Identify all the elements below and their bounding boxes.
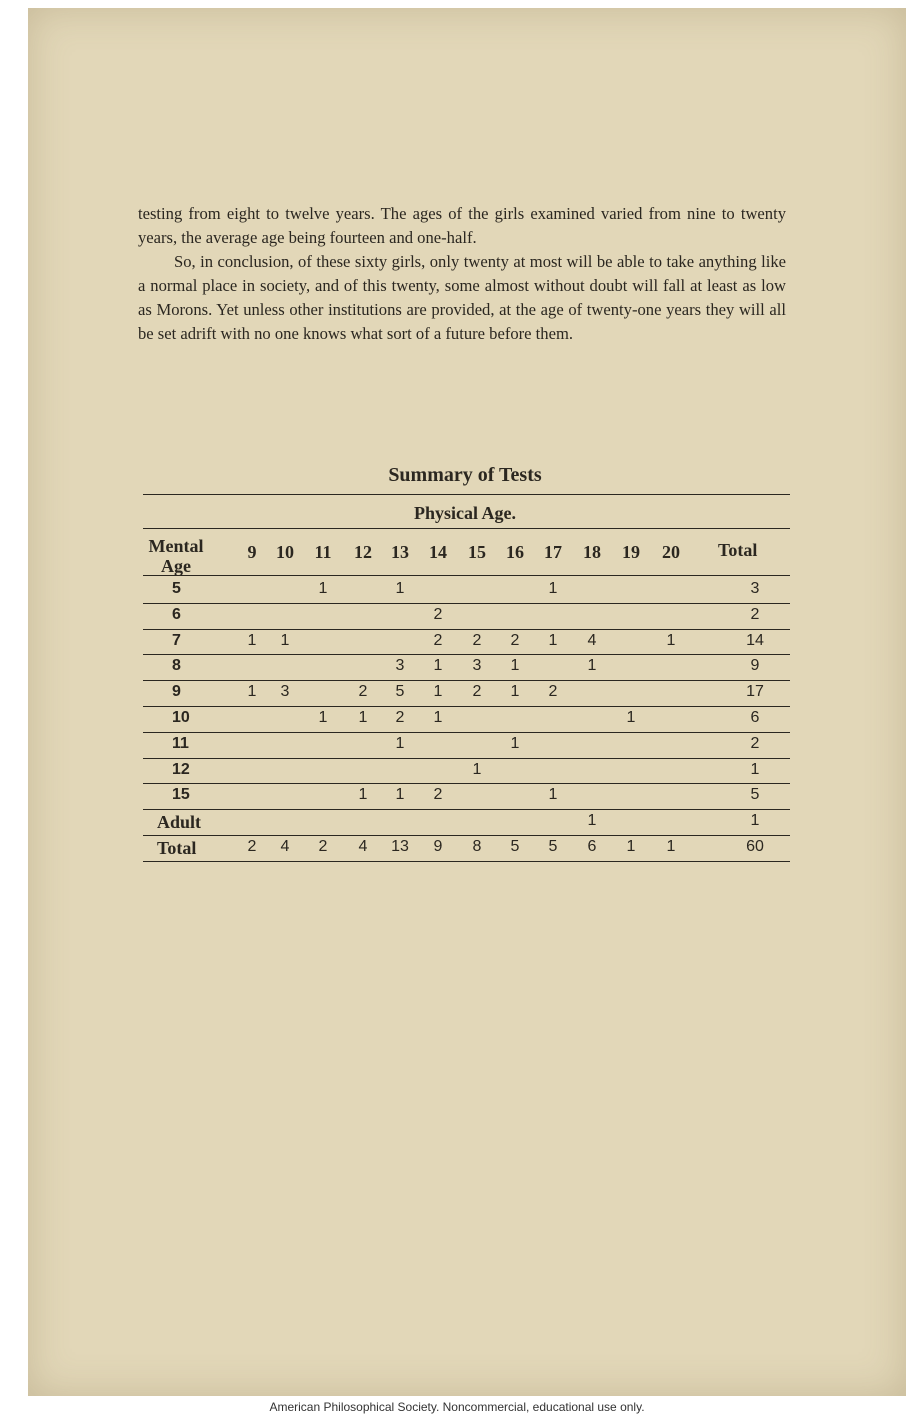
row-total: 5 [750,786,760,804]
table-cell: 1 [472,760,482,778]
table-cell: 2 [358,683,368,701]
table-cell: 1 [433,657,443,675]
table-cell: 2 [548,683,558,701]
table-rule-subhead [143,528,790,529]
column-header: 10 [276,542,294,562]
table-cell: 1 [433,683,443,701]
table-cell: 1 [395,580,405,597]
row-total: 14 [746,631,764,649]
table-cell: 2 [247,838,257,855]
table-row-rule [143,680,790,681]
table-cell: 1 [510,734,520,752]
table-row-rule [143,783,790,784]
table-cell: 1 [395,734,405,752]
row-total: 1 [750,760,760,778]
table-row-rule [143,758,790,759]
table-cell: 4 [587,631,597,649]
table-cell: 1 [666,838,676,855]
table-cell: 9 [433,838,443,855]
paragraph-2: So, in conclusion, of these sixty girls, only twenty at most will be able to take anything like a normal place in society, and of this twenty, some almost without doubt will fall at least as low as Morons. Yet unless other institutions are provided, at the age of twenty-one years they will all be set adrift with no one knows what sort of a future before them. [138,252,786,343]
row-label: 7 [172,631,181,649]
table-cell: 1 [358,709,368,726]
table-cell: 1 [548,580,558,597]
table-cell: 3 [280,683,290,701]
row-label: Total [157,838,197,858]
table-row-rule [143,732,790,733]
table-cell: 1 [626,838,636,855]
table-subheading: Physical Age. [414,503,516,523]
table-cell: 2 [472,683,482,701]
column-header: 14 [429,542,447,562]
table-cell: 1 [548,786,558,804]
table-row-rule [143,835,790,836]
table-cell: 2 [433,786,443,804]
row-total: 60 [746,838,764,855]
table-cell: 1 [247,631,257,649]
row-total: 1 [750,812,760,830]
table-cell: 6 [587,838,597,855]
table-cell: 3 [395,657,405,675]
column-header: 17 [544,542,562,562]
row-total: 2 [750,605,760,623]
table-row-rule [143,861,790,862]
table-cell: 1 [587,812,597,830]
column-header: 12 [354,542,372,562]
table-cell: 1 [510,683,520,701]
table-cell: 1 [510,657,520,675]
row-total: 17 [746,683,764,701]
table-cell: 1 [247,683,257,701]
table-cell: 2 [472,631,482,649]
table-rule-header [143,575,790,576]
row-header-line1: Mental [148,536,204,556]
table-cell: 8 [472,838,482,855]
column-header: 13 [391,542,409,562]
column-header: 15 [468,542,486,562]
table-row-rule [143,654,790,655]
table-cell: 1 [358,786,368,804]
row-label: 9 [172,683,181,701]
table-title: Summary of Tests [388,464,542,486]
row-label: 5 [172,580,181,597]
table-cell: 2 [395,709,405,726]
footer-credit: American Philosophical Society. Noncommercial, educational use only. [269,1400,645,1414]
row-label: 15 [172,786,190,804]
row-header-line2: Age [161,556,191,576]
paragraph-1: testing from eight to twelve years. The ages of the girls examined varied from nine to twenty years, the average age being fourteen and one-half. [138,204,786,247]
table-row-rule [143,603,790,604]
row-label: Adult [157,812,202,833]
row-label: 8 [172,657,181,675]
column-header: 18 [583,542,601,562]
row-header [143,536,209,576]
table-cell: 5 [548,838,558,855]
table-rule-top [143,494,790,495]
row-label: 12 [172,760,190,778]
table-cell: 4 [358,838,368,855]
table-cell: 13 [391,838,409,855]
column-header: 20 [662,542,680,562]
row-total: 2 [750,734,760,752]
table-cell: 1 [318,580,328,597]
table-cell: 4 [280,838,290,855]
table-cell: 5 [395,683,405,701]
table-cell: 1 [433,709,443,726]
total-header: Total [718,540,758,560]
table-cell: 5 [510,838,520,855]
table-cell: 2 [433,631,443,649]
table-row-rule [143,706,790,707]
column-header: 9 [247,542,257,562]
table-row-rule [143,629,790,630]
row-total: 6 [750,709,760,726]
table-cell: 1 [280,631,290,649]
row-total: 3 [750,580,760,597]
table-cell: 2 [318,838,328,855]
column-header: 11 [314,542,332,562]
table-cell: 1 [587,657,597,675]
table-row-rule [143,809,790,810]
table-cell: 2 [433,605,443,623]
row-label: 11 [172,734,189,752]
table-cell: 1 [666,631,676,649]
table-cell: 3 [472,657,482,675]
table-cell: 1 [395,786,405,804]
column-header: 19 [622,542,640,562]
row-label: 10 [172,709,190,726]
table-cell: 1 [548,631,558,649]
table-cell: 1 [626,709,636,726]
table-cell: 1 [318,709,328,726]
row-total: 9 [750,657,760,675]
row-label: 6 [172,605,181,623]
column-header: 16 [506,542,524,562]
table-cell: 2 [510,631,520,649]
